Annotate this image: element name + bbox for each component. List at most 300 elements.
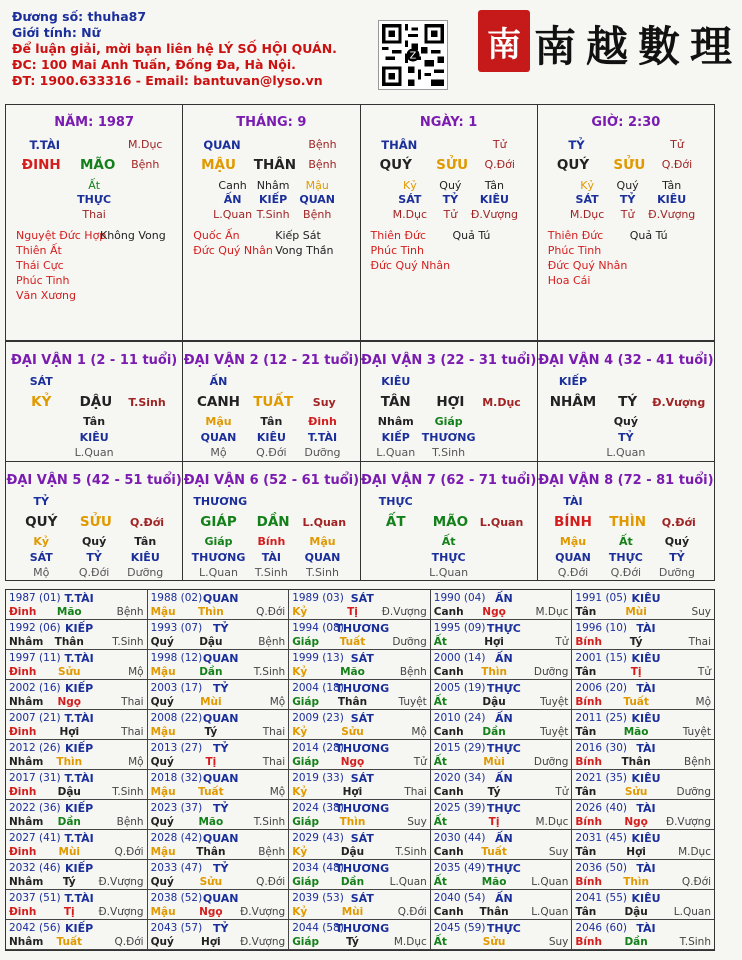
year-cell[interactable] bbox=[6, 650, 148, 680]
year-cell[interactable] bbox=[6, 590, 148, 620]
decade-title: ĐẠI VẬN 6 (52 - 61 tuổi) bbox=[183, 473, 360, 488]
decade-stem: BÍNH bbox=[554, 514, 592, 530]
year-cell[interactable] bbox=[572, 650, 714, 680]
year-stage: Mộ bbox=[269, 696, 286, 708]
year-god: T.TÀI bbox=[64, 832, 94, 845]
year-branch: Mùi bbox=[200, 696, 222, 708]
decade-hidden-god: THƯƠNG bbox=[421, 431, 476, 444]
decade-god: TÀI bbox=[563, 495, 583, 508]
year-stem: Mậu bbox=[150, 606, 176, 618]
pillar-stem: QUÝ bbox=[556, 157, 590, 173]
year-label: 1998 (12) bbox=[150, 652, 203, 664]
phone-email-line: ĐT: 1900.633316 - Email: bantuvan@lyso.vn bbox=[12, 73, 323, 88]
year-stem: Quý bbox=[150, 816, 174, 828]
year-stem: Ất bbox=[433, 936, 447, 948]
year-branch: Dậu bbox=[57, 786, 81, 798]
year-cell[interactable] bbox=[431, 680, 573, 710]
decade-7[interactable] bbox=[361, 462, 538, 581]
hidden-god: THỰC bbox=[77, 193, 112, 206]
year-cell[interactable] bbox=[6, 740, 148, 770]
decade-hidden-stem: Mậu bbox=[559, 535, 587, 548]
year-label: 2028 (42) bbox=[150, 832, 203, 844]
year-label: 2039 (53) bbox=[292, 892, 344, 904]
decade-8[interactable] bbox=[538, 462, 714, 581]
year-stem: Giáp bbox=[292, 936, 320, 948]
year-label: 2016 (30) bbox=[575, 742, 628, 754]
shen-item: Kiếp Sát bbox=[275, 229, 321, 242]
year-branch: Mùi bbox=[58, 846, 81, 858]
year-god: THƯƠNG bbox=[335, 862, 390, 875]
year-god: TÀI bbox=[636, 682, 656, 695]
year-cell[interactable] bbox=[148, 710, 290, 740]
pillar-stem-stage: Bệnh bbox=[308, 138, 337, 151]
year-god: QUAN bbox=[202, 592, 239, 605]
year-stage: Bệnh bbox=[258, 636, 286, 648]
hidden-god: SÁT bbox=[575, 193, 599, 206]
shen-item: Phúc Tinh bbox=[16, 274, 70, 287]
hidden-god: ẤN bbox=[223, 193, 242, 206]
hidden-god: TỶ bbox=[619, 193, 636, 206]
pillar-3 bbox=[538, 105, 714, 340]
shen-list-2 bbox=[100, 228, 166, 243]
year-god: THƯƠNG bbox=[335, 742, 390, 755]
year-god: TỶ bbox=[212, 682, 229, 695]
year-branch: Mùi bbox=[625, 606, 647, 618]
year-cell[interactable] bbox=[572, 770, 714, 800]
year-cell[interactable] bbox=[431, 860, 573, 890]
year-stem: Bính bbox=[575, 636, 602, 648]
year-god: ẤN bbox=[495, 772, 513, 785]
year-branch: Tuất bbox=[623, 696, 649, 708]
year-cell[interactable] bbox=[289, 620, 431, 650]
year-cell[interactable] bbox=[148, 590, 290, 620]
year-stage: Tuyệt bbox=[540, 696, 569, 708]
decade-hidden-god: KIÊU bbox=[130, 551, 160, 564]
year-god: THỰC bbox=[486, 682, 521, 695]
year-god: KIẾP bbox=[64, 622, 94, 635]
year-branch: Mão bbox=[481, 876, 507, 888]
pillar-branch-stage: Bệnh bbox=[131, 158, 160, 171]
year-stage: Tử bbox=[555, 636, 569, 648]
decade-branch: TÝ bbox=[618, 394, 638, 410]
decade-stage: Q.Đới bbox=[661, 516, 696, 529]
year-cell[interactable] bbox=[431, 920, 573, 950]
year-stem: Tân bbox=[575, 606, 597, 618]
year-stage: T.Sinh bbox=[253, 816, 286, 828]
year-label: 2032 (46) bbox=[9, 862, 61, 874]
year-branch: Ngọ bbox=[199, 906, 223, 918]
year-label: 2009 (23) bbox=[292, 712, 344, 724]
year-stem: Giáp bbox=[292, 636, 320, 648]
year-god: THỰC bbox=[486, 622, 521, 635]
pillar-title: NĂM: 1987 bbox=[54, 115, 135, 130]
year-branch: Tị bbox=[63, 906, 75, 918]
year-stage: Đ.Vượng bbox=[665, 816, 711, 828]
year-stage: Suy bbox=[548, 846, 569, 858]
pillar-stem: QUÝ bbox=[379, 157, 412, 173]
decade-branch: DẬU bbox=[79, 394, 113, 410]
decade-stem: QUÝ bbox=[25, 514, 58, 530]
year-stem: Kỷ bbox=[292, 606, 308, 618]
year-branch: Thìn bbox=[481, 666, 507, 678]
decade-stage: M.Dục bbox=[482, 396, 521, 409]
year-label: 2036 (50) bbox=[575, 862, 628, 874]
year-label: 2043 (57) bbox=[150, 922, 203, 934]
shen-item: Đức Quý Nhân bbox=[547, 259, 628, 272]
decade-hidden-stem: Ất bbox=[441, 535, 456, 548]
decade-hidden-stage: T.Sinh bbox=[432, 446, 466, 459]
year-cell[interactable] bbox=[431, 800, 573, 830]
decade-title: ĐẠI VẬN 3 (22 - 31 tuổi) bbox=[360, 353, 537, 368]
year-branch: Ngọ bbox=[624, 816, 648, 828]
year-stage: Tuyệt bbox=[540, 726, 569, 738]
year-god: ẤN bbox=[495, 892, 513, 905]
year-branch: Ngọ bbox=[340, 756, 365, 768]
year-label: 2015 (29) bbox=[433, 742, 486, 754]
brand-logo bbox=[478, 10, 742, 80]
year-god: QUAN bbox=[202, 772, 239, 785]
year-stage: Tử bbox=[555, 786, 569, 798]
year-cell[interactable] bbox=[431, 590, 573, 620]
year-label: 2011 (25) bbox=[575, 712, 628, 724]
year-stem: Nhâm bbox=[9, 876, 44, 888]
year-label: 2005 (19) bbox=[433, 682, 486, 694]
year-label: 2034 (48) bbox=[292, 862, 344, 874]
year-stage: Suy bbox=[691, 606, 711, 618]
shen-list bbox=[548, 228, 628, 288]
year-stem: Tân bbox=[575, 726, 597, 738]
year-cell[interactable] bbox=[431, 770, 573, 800]
decade-3[interactable] bbox=[361, 342, 538, 461]
year-cell[interactable] bbox=[148, 860, 290, 890]
hidden-stem: Kỷ bbox=[402, 179, 417, 192]
year-cell[interactable] bbox=[289, 680, 431, 710]
year-god: KIẾP bbox=[64, 862, 94, 875]
year-god: TỶ bbox=[212, 742, 229, 755]
decade-hidden-god: SÁT bbox=[29, 551, 53, 564]
year-label: 2002 (16) bbox=[9, 682, 61, 694]
year-stem: Quý bbox=[150, 636, 174, 648]
shen-item: Quốc Ấn bbox=[193, 229, 240, 242]
year-stage: Thai bbox=[404, 786, 427, 798]
year-stage: Q.Đới bbox=[256, 606, 286, 618]
hidden-god: QUAN bbox=[299, 193, 336, 206]
year-god: THỰC bbox=[486, 922, 521, 935]
year-cell[interactable] bbox=[572, 920, 714, 950]
hidden-stem: Ất bbox=[88, 179, 101, 192]
year-stage: Bệnh bbox=[399, 666, 427, 678]
decade-2[interactable] bbox=[183, 342, 360, 461]
year-cell[interactable] bbox=[572, 620, 714, 650]
year-cell[interactable] bbox=[572, 830, 714, 860]
year-cell[interactable] bbox=[148, 680, 290, 710]
year-god: KIẾP bbox=[64, 922, 94, 935]
year-stage: Bệnh bbox=[116, 606, 144, 618]
year-stem: Đinh bbox=[9, 846, 37, 858]
year-cell[interactable] bbox=[289, 860, 431, 890]
year-stage: Mộ bbox=[695, 696, 711, 708]
year-cell[interactable] bbox=[6, 770, 148, 800]
decade-hidden-god: QUAN bbox=[200, 431, 237, 444]
shen-item: Thái Cực bbox=[16, 259, 64, 272]
decade-hidden-stem: Đinh bbox=[308, 415, 337, 428]
year-cell[interactable] bbox=[6, 620, 148, 650]
decade-hidden-god: THỰC bbox=[431, 551, 466, 564]
year-label: 2045 (59) bbox=[433, 922, 486, 934]
shen-list-2 bbox=[275, 228, 333, 258]
decade-hidden-stage: Dưỡng bbox=[127, 566, 164, 579]
year-cell[interactable] bbox=[289, 830, 431, 860]
decade-6[interactable] bbox=[183, 462, 360, 581]
year-branch: Tuất bbox=[339, 636, 366, 648]
year-god: KIÊU bbox=[631, 892, 661, 905]
year-branch: Mùi bbox=[483, 756, 505, 768]
year-cell[interactable] bbox=[572, 890, 714, 920]
decade-hidden-stem: Nhâm bbox=[377, 415, 414, 428]
year-god: SÁT bbox=[350, 652, 374, 665]
year-label: 1995 (09) bbox=[433, 622, 486, 634]
year-god: THỰC bbox=[486, 742, 521, 755]
year-stage: Đ.Vượng bbox=[240, 906, 286, 918]
year-stage: Suy bbox=[548, 936, 569, 948]
year-stem: Mậu bbox=[150, 726, 176, 738]
year-branch: Sửu bbox=[624, 786, 648, 798]
year-cell[interactable] bbox=[289, 710, 431, 740]
year-god: KIÊU bbox=[631, 712, 661, 725]
year-cell[interactable] bbox=[6, 710, 148, 740]
hidden-stage: Thai bbox=[82, 208, 106, 221]
year-cell[interactable] bbox=[148, 650, 290, 680]
year-god: SÁT bbox=[350, 832, 374, 845]
decade-hidden-stage: L.Quan bbox=[376, 446, 416, 459]
pillar-0 bbox=[6, 105, 183, 340]
pillar-stem-stage: Tử bbox=[492, 138, 507, 151]
pillar-stem-stage: Tử bbox=[670, 138, 684, 151]
decade-branch: SỬU bbox=[79, 514, 112, 530]
year-cell[interactable] bbox=[148, 770, 290, 800]
year-stem: Ất bbox=[433, 696, 447, 708]
year-stage: M.Dục bbox=[535, 606, 569, 618]
decade-title: ĐẠI VẬN 1 (2 - 11 tuổi) bbox=[10, 353, 178, 368]
year-cell[interactable] bbox=[6, 890, 148, 920]
year-cell[interactable] bbox=[148, 830, 290, 860]
pillar-branch: SỬU bbox=[436, 157, 469, 173]
hidden-stage: Tử bbox=[443, 208, 458, 221]
year-label: 1988 (02) bbox=[150, 592, 203, 604]
year-label: 2017 (31) bbox=[9, 772, 61, 784]
decade-1[interactable] bbox=[6, 342, 183, 461]
year-branch: Thìn bbox=[339, 816, 366, 828]
year-stem: Đinh bbox=[9, 726, 37, 738]
year-branch: Tý bbox=[346, 936, 359, 948]
year-cell[interactable] bbox=[572, 710, 714, 740]
year-cell[interactable] bbox=[289, 740, 431, 770]
year-stem: Giáp bbox=[292, 816, 320, 828]
year-stem: Canh bbox=[433, 846, 464, 858]
year-cell[interactable] bbox=[289, 920, 431, 950]
decade-hidden-god: KIẾP bbox=[381, 431, 410, 444]
year-label: 2041 (55) bbox=[575, 892, 628, 904]
year-label: 2013 (27) bbox=[150, 742, 203, 754]
year-stage: L.Quan bbox=[531, 906, 569, 918]
decade-hidden-stage: L.Quan bbox=[429, 566, 469, 579]
year-cell[interactable] bbox=[572, 590, 714, 620]
year-stage: Thai bbox=[121, 696, 144, 708]
year-branch: Tị bbox=[630, 666, 642, 678]
year-cell[interactable] bbox=[431, 710, 573, 740]
year-cell[interactable] bbox=[6, 680, 148, 710]
year-stem: Canh bbox=[433, 606, 464, 618]
decade-hidden-stage: Mộ bbox=[33, 566, 50, 579]
pillar-2 bbox=[361, 105, 538, 340]
year-cell[interactable] bbox=[431, 620, 573, 650]
year-label: 2018 (32) bbox=[150, 772, 203, 784]
decade-branch: TUẤT bbox=[253, 394, 294, 410]
year-stem: Bính bbox=[575, 876, 602, 888]
hidden-god: SÁT bbox=[398, 193, 422, 206]
year-cell[interactable] bbox=[148, 620, 290, 650]
year-label: 1997 (11) bbox=[9, 652, 61, 664]
year-cell[interactable] bbox=[289, 590, 431, 620]
year-branch: Mão bbox=[623, 726, 649, 738]
year-stem: Ất bbox=[433, 756, 447, 768]
pillar-branch-stage: Q.Đới bbox=[484, 158, 515, 171]
year-label: 1992 (06) bbox=[9, 622, 61, 634]
year-stage: Bệnh bbox=[684, 756, 711, 768]
year-stem: Canh bbox=[433, 906, 464, 918]
year-cell[interactable] bbox=[572, 800, 714, 830]
year-cell[interactable] bbox=[431, 740, 573, 770]
pillar-branch: SỬU bbox=[613, 157, 646, 173]
year-cell[interactable] bbox=[572, 860, 714, 890]
hidden-stage: L.Quan bbox=[213, 208, 253, 221]
year-stage: Tử bbox=[413, 756, 427, 768]
hidden-god: KIÊU bbox=[657, 193, 687, 206]
decade-luck-table bbox=[5, 341, 715, 581]
year-stem: Đinh bbox=[9, 606, 37, 618]
decade-4[interactable] bbox=[538, 342, 714, 461]
hidden-stem: Kỷ bbox=[580, 179, 594, 192]
hidden-stem: Tân bbox=[662, 179, 682, 192]
year-cell[interactable] bbox=[6, 830, 148, 860]
year-cell[interactable] bbox=[6, 800, 148, 830]
year-cell[interactable] bbox=[289, 650, 431, 680]
year-label: 2044 (58) bbox=[292, 922, 344, 934]
decade-hidden-god: QUAN bbox=[304, 551, 341, 564]
year-stem: Quý bbox=[150, 936, 174, 948]
year-cell[interactable] bbox=[572, 680, 714, 710]
year-stage: T.Sinh bbox=[679, 936, 711, 948]
year-label: 1989 (03) bbox=[292, 592, 344, 604]
brand-name: 南越數理 bbox=[534, 22, 742, 71]
contact-line: Để luận giải, mời bạn liên hệ LÝ SỐ HỘI QUÁN. bbox=[12, 41, 337, 56]
year-stage: Bệnh bbox=[258, 846, 286, 858]
year-stem: Bính bbox=[575, 816, 602, 828]
year-god: KIÊU bbox=[631, 772, 661, 785]
year-label: 2038 (52) bbox=[150, 892, 203, 904]
year-cell[interactable] bbox=[148, 890, 290, 920]
decade-stage: T.Sinh bbox=[128, 396, 166, 409]
year-label: 2025 (39) bbox=[433, 802, 486, 814]
year-label: 2021 (35) bbox=[575, 772, 628, 784]
year-cell[interactable] bbox=[6, 920, 148, 950]
year-cell[interactable] bbox=[289, 770, 431, 800]
decade-5[interactable] bbox=[6, 462, 183, 581]
year-stem: Ất bbox=[433, 636, 447, 648]
year-stage: Q.Đới bbox=[256, 876, 286, 888]
decade-stage: L.Quan bbox=[302, 516, 347, 529]
pillar-title: NGÀY: 1 bbox=[419, 115, 478, 130]
hidden-stage: Đ.Vượng bbox=[470, 208, 519, 221]
year-branch: Hợi bbox=[59, 726, 80, 738]
year-stage: T.Sinh bbox=[112, 786, 144, 798]
year-stage: L.Quan bbox=[531, 876, 569, 888]
shen-list bbox=[193, 228, 273, 258]
year-branch: Dậu bbox=[199, 636, 223, 648]
year-cell[interactable] bbox=[431, 890, 573, 920]
decade-hidden-god: QUAN bbox=[555, 551, 591, 564]
shen-list bbox=[371, 228, 451, 273]
year-cell[interactable] bbox=[572, 740, 714, 770]
year-stage: M.Dục bbox=[393, 936, 427, 948]
year-branch: Thân bbox=[621, 756, 651, 768]
year-label: 1987 (01) bbox=[9, 592, 61, 604]
yearly-luck-table bbox=[5, 589, 715, 951]
decade-hidden-stage: L.Quan bbox=[199, 566, 238, 579]
decade-hidden-stem: Tân bbox=[260, 415, 283, 428]
pillar-1 bbox=[183, 105, 360, 340]
decade-hidden-stage: Q.Đới bbox=[78, 566, 110, 579]
year-branch: Thân bbox=[337, 696, 368, 708]
year-branch: Tý bbox=[62, 876, 76, 888]
year-stage: Thai bbox=[262, 756, 286, 768]
year-label: 2035 (49) bbox=[433, 862, 486, 874]
decade-hidden-stage: Mộ bbox=[210, 446, 227, 459]
year-stage: T.Sinh bbox=[395, 846, 427, 858]
year-cell[interactable] bbox=[148, 740, 290, 770]
pillar-stem-god: TỶ bbox=[568, 138, 585, 152]
pillar-title: GIỜ: 2:30 bbox=[591, 115, 661, 130]
year-label: 2019 (33) bbox=[292, 772, 344, 784]
year-label: 1999 (13) bbox=[292, 652, 344, 664]
year-cell[interactable] bbox=[148, 800, 290, 830]
year-label: 2026 (40) bbox=[575, 802, 628, 814]
year-cell[interactable] bbox=[431, 830, 573, 860]
year-stem: Tân bbox=[575, 786, 597, 798]
year-stem: Mậu bbox=[150, 786, 176, 798]
year-cell[interactable] bbox=[6, 860, 148, 890]
pillar-branch: MÃO bbox=[79, 157, 116, 173]
decade-hidden-stem: Tân bbox=[83, 415, 106, 428]
shen-item: Đức Quý Nhân bbox=[370, 259, 451, 272]
year-stem: Đinh bbox=[9, 666, 37, 678]
decade-god: SÁT bbox=[29, 375, 53, 388]
year-label: 2006 (20) bbox=[575, 682, 628, 694]
year-cell[interactable] bbox=[148, 920, 290, 950]
year-stem: Canh bbox=[433, 666, 464, 678]
decade-branch: DẦN bbox=[256, 514, 290, 530]
year-cell[interactable] bbox=[289, 800, 431, 830]
shen-item: Thiên Đức bbox=[547, 229, 604, 242]
year-branch: Dần bbox=[199, 666, 223, 678]
year-branch: Hợi bbox=[342, 786, 363, 798]
shen-item: Quả Tú bbox=[629, 229, 668, 242]
year-god: T.TÀI bbox=[64, 772, 94, 785]
year-cell[interactable] bbox=[289, 890, 431, 920]
year-cell[interactable] bbox=[431, 650, 573, 680]
year-god: T.TÀI bbox=[64, 592, 94, 605]
year-stage: Dưỡng bbox=[676, 786, 711, 798]
